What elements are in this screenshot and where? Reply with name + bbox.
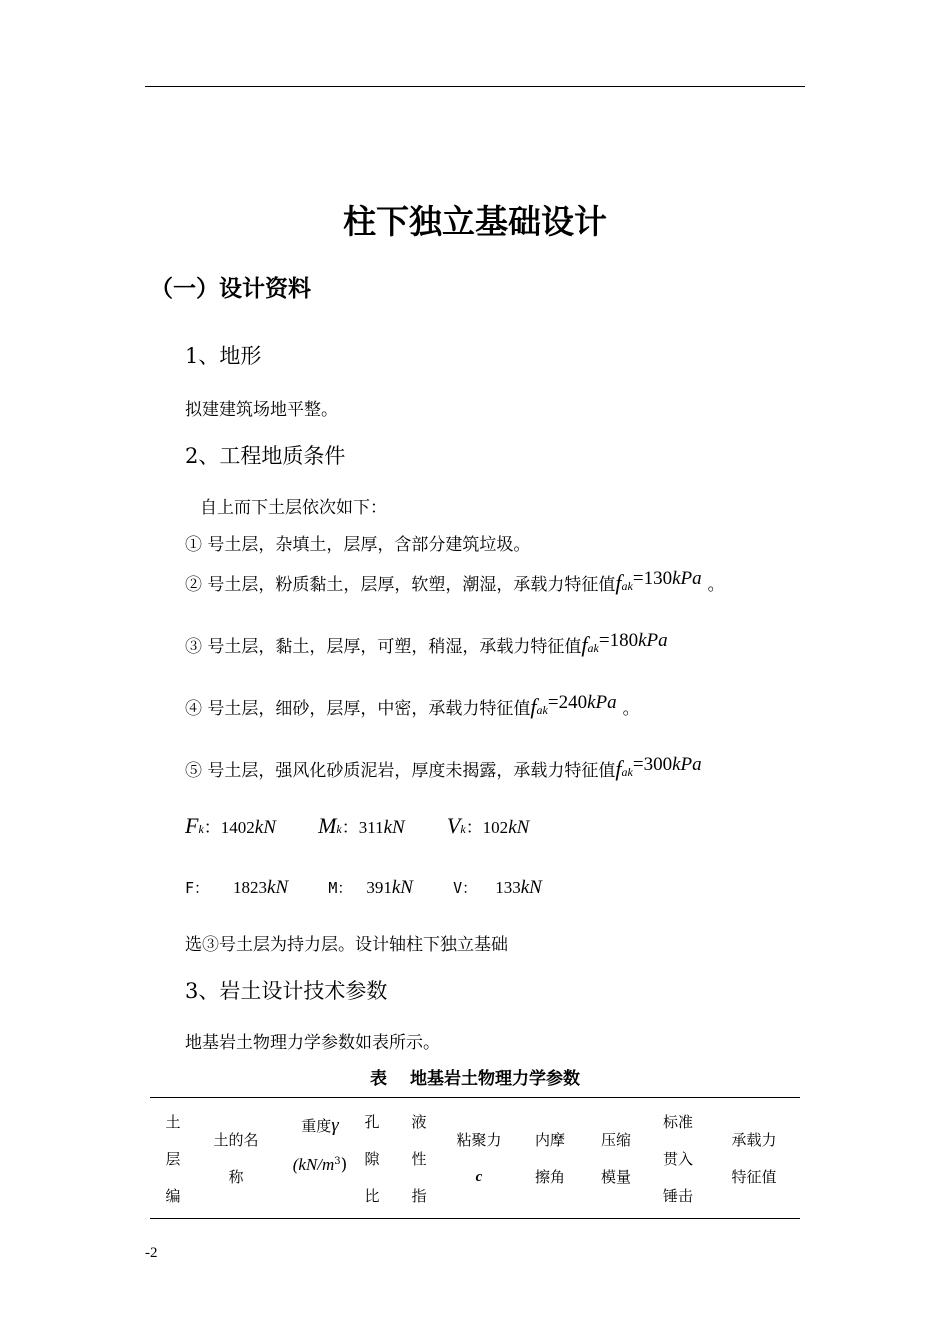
header-line: 粘聚力 xyxy=(456,1131,502,1149)
layer-4-unit: kPa xyxy=(587,692,617,713)
load-mk-sub: k xyxy=(336,822,342,836)
load-f-label: F： xyxy=(185,879,210,897)
load-m-label: M： xyxy=(328,879,353,897)
characteristic-loads xyxy=(185,813,529,839)
subheading-geology: 2、工程地质条件 xyxy=(185,444,346,468)
header-line: 性 xyxy=(411,1150,427,1168)
header-line: 孔 xyxy=(364,1113,380,1131)
header-cohesion xyxy=(448,1122,510,1196)
load-vk-sub: k xyxy=(460,822,466,836)
load-fk-symbol: F xyxy=(185,813,199,838)
load-fk-value: ：1402 xyxy=(203,818,255,837)
load-f-unit: kN xyxy=(267,877,289,898)
load-fk-unit: kN xyxy=(254,817,276,838)
layer-1: ① 号土层，杂填土，层厚，含部分建筑垃圾。 xyxy=(185,535,531,555)
load-mk-symbol: M xyxy=(318,813,337,838)
page-title: 柱下独立基础设计 xyxy=(343,202,607,241)
layer-3 xyxy=(185,632,668,658)
header-rule xyxy=(145,86,805,87)
header-spt-blows xyxy=(654,1104,702,1215)
layer-4-end: 。 xyxy=(622,699,640,719)
page-number: -2 xyxy=(145,1245,158,1261)
unit-text: (kN/m xyxy=(292,1155,335,1174)
layer-4-sub: ak xyxy=(536,703,548,717)
unit-close: ) xyxy=(340,1155,348,1175)
header-line: 贯入 xyxy=(662,1150,693,1168)
unit-sup: 3 xyxy=(334,1156,341,1167)
header-line: 内摩 xyxy=(534,1131,565,1149)
header-line: 模量 xyxy=(600,1168,631,1186)
load-m-unit: kN xyxy=(391,877,413,898)
bearing-layer-text: 选③号土层为持力层。设计轴柱下独立基础 xyxy=(185,935,508,955)
header-unit-weight xyxy=(280,1108,360,1183)
header-soil-name xyxy=(204,1122,268,1196)
load-mk-unit: kN xyxy=(383,817,405,838)
layer-4-text: ④ 号土层，细砂，层厚，中密，承载力特征值 xyxy=(185,699,531,719)
gamma-symbol: γ xyxy=(331,1115,339,1136)
layer-5-sub: ak xyxy=(621,765,633,779)
load-mk-value: ：311 xyxy=(341,818,384,837)
cohesion-symbol: c xyxy=(475,1169,483,1185)
layer-4-symbol: f xyxy=(530,694,537,719)
layer-2-end: 。 xyxy=(707,575,725,595)
parameters-text: 地基岩土物理力学参数如表所示。 xyxy=(185,1033,440,1053)
load-m-value: 391 xyxy=(366,878,392,897)
geology-intro: 自上而下土层依次如下： xyxy=(200,498,387,518)
header-line: 擦角 xyxy=(534,1168,565,1186)
header-line: 土的名 xyxy=(213,1131,259,1149)
layer-2 xyxy=(185,570,725,596)
header-line: 锤击 xyxy=(662,1187,693,1205)
layer-5-symbol: f xyxy=(615,756,622,781)
layer-5-unit: kPa xyxy=(672,754,702,775)
layer-3-symbol: f xyxy=(581,632,588,657)
header-line: 压缩 xyxy=(600,1131,631,1149)
section-heading: （一）设计资料 xyxy=(150,276,311,302)
subheading-parameters: 3、岩土设计技术参数 xyxy=(185,979,388,1003)
table-top-rule xyxy=(150,1097,800,1098)
layer-2-text: ② 号土层，粉质黏土，层厚，软塑，潮湿，承载力特征值 xyxy=(185,575,616,595)
layer-4-value: =240 xyxy=(547,692,588,713)
layer-5 xyxy=(185,756,702,782)
header-line: 承载力 xyxy=(731,1131,777,1149)
terrain-text: 拟建建筑场地平整。 xyxy=(185,400,338,420)
header-line: 重度 xyxy=(301,1117,332,1135)
header-line: 土 xyxy=(165,1113,181,1131)
design-loads xyxy=(185,877,542,899)
header-compression-modulus xyxy=(592,1122,640,1196)
header-line: 称 xyxy=(228,1168,244,1186)
load-vk-symbol: V xyxy=(446,813,461,838)
table-caption: 表 地基岩土物理力学参数 xyxy=(370,1069,580,1089)
layer-4 xyxy=(185,694,640,720)
header-line: 液 xyxy=(411,1113,427,1131)
header-line: 比 xyxy=(364,1187,380,1205)
header-line: 编 xyxy=(165,1187,181,1205)
header-layer-no xyxy=(160,1104,186,1215)
subheading-terrain: 1、地形 xyxy=(185,344,262,368)
load-v-value: 133 xyxy=(495,878,521,897)
header-liquidity-index xyxy=(407,1104,431,1215)
header-line: 隙 xyxy=(364,1150,380,1168)
layer-3-unit: kPa xyxy=(638,630,668,651)
header-line: 指 xyxy=(411,1187,427,1205)
layer-2-unit: kPa xyxy=(672,568,702,589)
layer-3-sub: ak xyxy=(587,641,599,655)
layer-5-value: =300 xyxy=(632,754,673,775)
load-vk-value: ：102 xyxy=(465,818,509,837)
layer-2-sub: ak xyxy=(621,579,633,593)
layer-2-value: =130 xyxy=(632,568,673,589)
layer-3-value: =180 xyxy=(598,630,639,651)
header-friction-angle xyxy=(526,1122,574,1196)
layer-5-text: ⑤ 号土层，强风化砂质泥岩，厚度未揭露，承载力特征值 xyxy=(185,761,616,781)
load-v-unit: kN xyxy=(520,877,542,898)
layer-2-symbol: f xyxy=(615,570,622,595)
load-f-value: 1823 xyxy=(233,878,268,897)
load-vk-unit: kN xyxy=(508,817,530,838)
layer-3-text: ③ 号土层，黏土，层厚，可塑，稍湿，承载力特征值 xyxy=(185,637,582,657)
header-bearing-capacity xyxy=(722,1122,786,1196)
header-line: 层 xyxy=(165,1150,181,1168)
header-line: 特征值 xyxy=(731,1168,777,1186)
table-bottom-rule xyxy=(150,1218,800,1219)
header-void-ratio xyxy=(360,1104,384,1215)
load-v-label: V： xyxy=(453,879,478,897)
load-fk-sub: k xyxy=(198,822,204,836)
header-line: 标准 xyxy=(662,1113,693,1131)
